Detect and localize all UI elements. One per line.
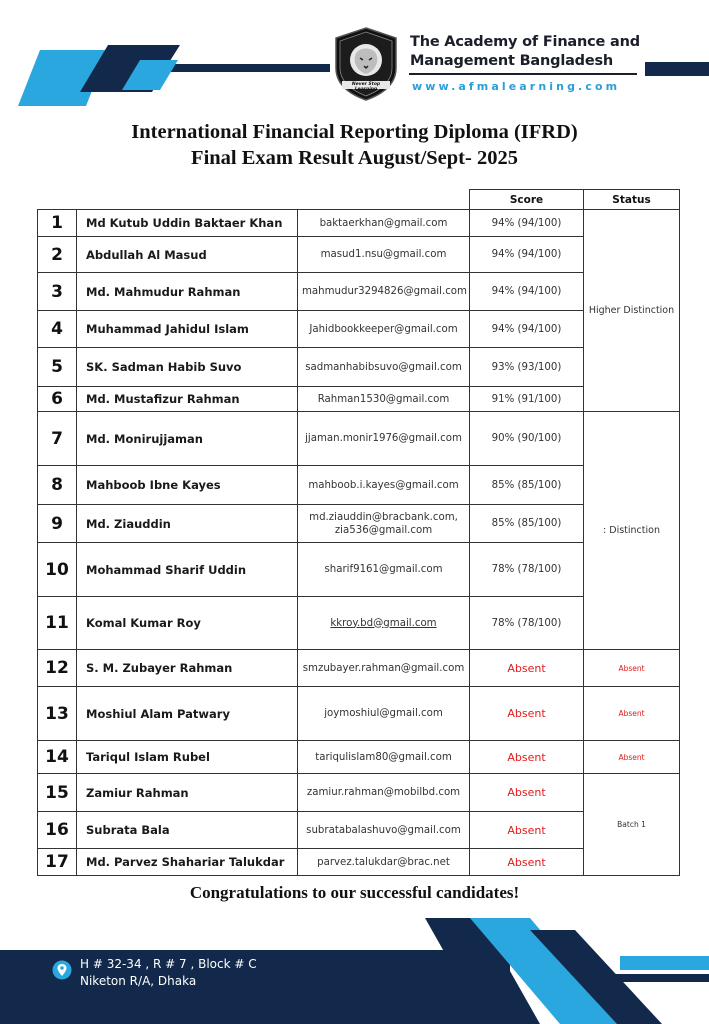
row-number: 8	[38, 466, 77, 505]
candidate-name: SK. Sadman Habib Suvo	[77, 348, 298, 387]
candidate-email: mahmudur3294826@gmail.com	[298, 273, 470, 311]
status-higher-distinction: Higher Distinction	[584, 210, 680, 412]
table-row	[38, 210, 680, 237]
candidate-email: tariqulislam80@gmail.com	[298, 741, 470, 774]
candidate-email: zamiur.rahman@mobilbd.com	[298, 774, 470, 812]
candidate-name: Subrata Bala	[77, 812, 298, 849]
table-row	[38, 412, 680, 466]
candidate-email	[298, 597, 470, 650]
candidate-name: Moshiul Alam Patwary	[77, 687, 298, 741]
candidate-name: Zamiur Rahman	[77, 774, 298, 812]
candidate-score: Absent	[470, 812, 584, 849]
candidate-email: smzubayer.rahman@gmail.com	[298, 650, 470, 687]
table-row	[38, 812, 680, 849]
table-row	[38, 597, 680, 650]
table-row	[38, 741, 680, 774]
table-row	[38, 387, 680, 412]
candidate-email: baktaerkhan@gmail.com	[298, 210, 470, 237]
address-line-1: H # 32-34 , R # 7 , Block # C	[80, 957, 257, 971]
status-absent: Absent	[584, 687, 680, 741]
row-number: 9	[38, 505, 77, 543]
candidate-name: Md. Parvez Shahariar Talukdar	[77, 849, 298, 876]
table-row	[38, 348, 680, 387]
brand-name-line2: Management Bangladesh	[410, 53, 614, 69]
row-number: 2	[38, 237, 77, 273]
candidate-email: Jahidbookkeeper@gmail.com	[298, 311, 470, 348]
candidate-email: masud1.nsu@gmail.com	[298, 237, 470, 273]
table-row	[38, 849, 680, 876]
document-subtitle: Final Exam Result August/Sept- 2025	[191, 147, 518, 169]
candidate-score: 94% (94/100)	[470, 273, 584, 311]
header-blank	[77, 190, 298, 210]
candidate-score: Absent	[470, 741, 584, 774]
status-distinction: : Distinction	[584, 412, 680, 650]
candidate-name: Md. Mahmudur Rahman	[77, 273, 298, 311]
candidate-score: 90% (90/100)	[470, 412, 584, 466]
row-number: 16	[38, 812, 77, 849]
footer-address	[80, 956, 257, 990]
row-number: 11	[38, 597, 77, 650]
status-batch: Batch 1	[584, 774, 680, 876]
header-status: Status	[584, 190, 680, 210]
candidate-score: 94% (94/100)	[470, 311, 584, 348]
candidate-email: sharif9161@gmail.com	[298, 543, 470, 597]
row-number: 13	[38, 687, 77, 741]
location-pin-icon	[52, 960, 72, 980]
table-row	[38, 650, 680, 687]
table-header-row	[38, 190, 680, 210]
candidate-name: S. M. Zubayer Rahman	[77, 650, 298, 687]
address-line-2: Niketon R/A, Dhaka	[80, 974, 197, 988]
document-title: International Financial Reporting Diploma (IFRD)	[131, 121, 578, 143]
table-row	[38, 311, 680, 348]
status-absent: Absent	[584, 650, 680, 687]
table-row	[38, 774, 680, 812]
row-number: 17	[38, 849, 77, 876]
row-number: 12	[38, 650, 77, 687]
table-row	[38, 687, 680, 741]
candidate-email: subratabalashuvo@gmail.com	[298, 812, 470, 849]
footer-bar-right-dark	[600, 974, 709, 982]
table-row	[38, 273, 680, 311]
candidate-email: Rahman1530@gmail.com	[298, 387, 470, 412]
candidate-name: Md Kutub Uddin Baktaer Khan	[77, 210, 298, 237]
candidate-name: Tariqul Islam Rubel	[77, 741, 298, 774]
candidate-name: Mohammad Sharif Uddin	[77, 543, 298, 597]
table-row	[38, 505, 680, 543]
logo-motto: Never Stop Learning	[351, 82, 381, 92]
candidate-score: 78% (78/100)	[470, 597, 584, 650]
candidate-score: 91% (91/100)	[470, 387, 584, 412]
header-score: Score	[470, 190, 584, 210]
candidate-score: 94% (94/100)	[470, 237, 584, 273]
brand-website[interactable]: www.afmalearning.com	[412, 80, 621, 93]
row-number: 5	[38, 348, 77, 387]
candidate-score: 94% (94/100)	[470, 210, 584, 237]
candidate-email: jjaman.monir1976@gmail.com	[298, 412, 470, 466]
table-row	[38, 543, 680, 597]
candidate-name: Md. Monirujjaman	[77, 412, 298, 466]
congratulations-message: Congratulations to our successful candidates!	[189, 883, 520, 902]
status-absent: Absent	[584, 741, 680, 774]
candidate-name: Komal Kumar Roy	[77, 597, 298, 650]
row-number: 6	[38, 387, 77, 412]
candidate-score: 78% (78/100)	[470, 543, 584, 597]
row-number: 14	[38, 741, 77, 774]
row-number: 4	[38, 311, 77, 348]
candidate-email: mahboob.i.kayes@gmail.com	[298, 466, 470, 505]
header-blank	[38, 190, 77, 210]
candidate-score: Absent	[470, 687, 584, 741]
brand-name-line1: The Academy of Finance and	[410, 34, 640, 50]
results-table	[37, 189, 680, 876]
candidate-score: 85% (85/100)	[470, 466, 584, 505]
brand-divider	[409, 73, 637, 75]
table-row	[38, 466, 680, 505]
candidate-name: Md. Ziauddin	[77, 505, 298, 543]
candidate-score: 85% (85/100)	[470, 505, 584, 543]
header-blank	[298, 190, 470, 210]
header-bar-right	[645, 62, 709, 76]
candidate-email-link[interactable]: kkroy.bd@gmail.com	[330, 617, 437, 629]
row-number: 15	[38, 774, 77, 812]
candidate-email: md.ziauddin@bracbank.com, zia536@gmail.com	[298, 505, 470, 543]
candidate-email: parvez.talukdar@brac.net	[298, 849, 470, 876]
candidate-email: sadmanhabibsuvo@gmail.com	[298, 348, 470, 387]
row-number: 10	[38, 543, 77, 597]
candidate-name: Mahboob Ibne Kayes	[77, 466, 298, 505]
table-row	[38, 237, 680, 273]
row-number: 7	[38, 412, 77, 466]
candidate-score: Absent	[470, 849, 584, 876]
candidate-score: 93% (93/100)	[470, 348, 584, 387]
candidate-score: Absent	[470, 650, 584, 687]
candidate-score: Absent	[470, 774, 584, 812]
row-number: 1	[38, 210, 77, 237]
candidate-name: Md. Mustafizur Rahman	[77, 387, 298, 412]
row-number: 3	[38, 273, 77, 311]
candidate-name: Abdullah Al Masud	[77, 237, 298, 273]
footer-bar-right	[620, 956, 709, 970]
candidate-name: Muhammad Jahidul Islam	[77, 311, 298, 348]
candidate-email: joymoshiul@gmail.com	[298, 687, 470, 741]
